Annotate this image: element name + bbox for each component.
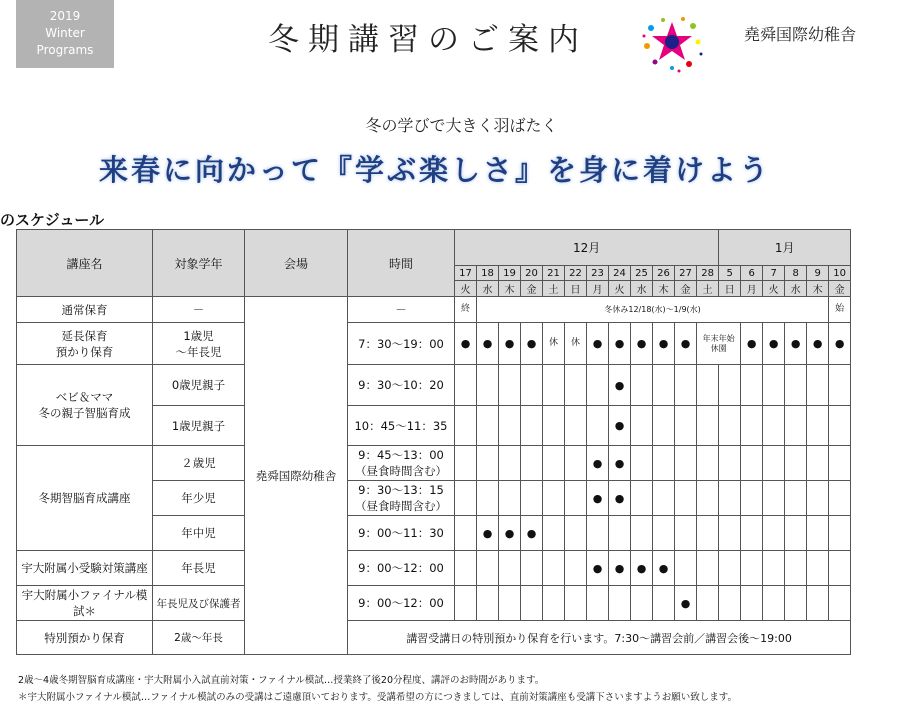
dot-cell: ● — [675, 586, 697, 621]
header-grade: 対象学年 — [153, 230, 245, 297]
weekday-cell: 土 — [543, 281, 565, 297]
empty-cell — [499, 446, 521, 481]
empty-cell — [543, 586, 565, 621]
empty-cell — [763, 365, 785, 406]
empty-cell — [719, 365, 741, 406]
date-cell: 22 — [565, 266, 587, 281]
headline: 来春に向かって『学ぶ楽しさ』を身に着けよう — [98, 153, 771, 187]
empty-cell — [587, 406, 609, 446]
empty-cell — [521, 365, 543, 406]
table-row — [17, 323, 851, 365]
empty-cell — [719, 406, 741, 446]
empty-cell — [499, 481, 521, 516]
empty-cell — [455, 481, 477, 516]
weekday-cell: 水 — [477, 281, 499, 297]
date-cell: 6 — [741, 266, 763, 281]
dot-cell: ● — [763, 323, 785, 365]
table-row — [17, 365, 851, 406]
dot-cell: ● — [631, 323, 653, 365]
closed-line: 休園 — [710, 343, 727, 353]
time-line: 9：45～13：00 — [358, 448, 444, 462]
time-baby-b: 10：45～11：35 — [348, 406, 455, 446]
time-exam: 9：00～12：00 — [348, 551, 455, 586]
term-start-cell: 始 — [829, 297, 851, 323]
empty-cell — [565, 586, 587, 621]
dot-cell: ● — [587, 481, 609, 516]
empty-cell — [785, 586, 807, 621]
section-title: のスケジュール — [0, 211, 105, 229]
course-final: 宇大附属小ファイナル模試＊ — [17, 586, 153, 621]
empty-cell — [675, 551, 697, 586]
empty-cell — [807, 406, 829, 446]
weekday-cell: 金 — [521, 281, 543, 297]
course-special: 特別預かり保育 — [17, 621, 153, 655]
empty-cell — [477, 481, 499, 516]
course-extended — [17, 323, 153, 365]
holiday-cell: 休 — [565, 323, 587, 365]
course-line: 延長保育 — [61, 328, 108, 343]
time-winter-a — [348, 446, 455, 481]
weekday-cell: 火 — [609, 281, 631, 297]
course-winter: 冬期智脳育成講座 — [17, 446, 153, 551]
empty-cell — [807, 551, 829, 586]
month-january: 1月 — [719, 230, 851, 266]
table-row — [17, 586, 851, 621]
empty-cell — [653, 365, 675, 406]
empty-cell — [675, 481, 697, 516]
empty-cell — [697, 406, 719, 446]
page-title: 冬期講習のご案内 — [268, 22, 588, 58]
empty-cell — [477, 446, 499, 481]
date-cell: 8 — [785, 266, 807, 281]
winter-break-cell: 冬休み12/18(水)～1/9(水) — [477, 297, 829, 323]
grade-regular: － — [153, 297, 245, 323]
date-cell: 25 — [631, 266, 653, 281]
grade-extended — [153, 323, 245, 365]
term-end-cell: 終 — [455, 297, 477, 323]
empty-cell — [565, 551, 587, 586]
empty-cell — [653, 586, 675, 621]
dot-cell: ● — [609, 481, 631, 516]
course-exam: 宇大附属小受験対策講座 — [17, 551, 153, 586]
weekday-cell: 金 — [675, 281, 697, 297]
empty-cell — [521, 481, 543, 516]
table-row — [17, 621, 851, 655]
empty-cell — [631, 481, 653, 516]
empty-cell — [565, 446, 587, 481]
course-baby — [17, 365, 153, 446]
empty-cell — [719, 446, 741, 481]
date-cell: 23 — [587, 266, 609, 281]
dot-cell: ● — [477, 323, 499, 365]
schedule-table — [16, 229, 851, 655]
empty-cell — [807, 586, 829, 621]
weekday-cell: 木 — [653, 281, 675, 297]
empty-cell — [741, 586, 763, 621]
empty-cell — [763, 516, 785, 551]
empty-cell — [807, 516, 829, 551]
empty-cell — [719, 516, 741, 551]
year-badge — [16, 0, 114, 68]
grade-winter-c: 年中児 — [153, 516, 245, 551]
badge-line: 2019 — [49, 9, 81, 23]
empty-cell — [631, 406, 653, 446]
empty-cell — [543, 406, 565, 446]
grade-special: 2歳～年長 — [153, 621, 245, 655]
time-regular: － — [348, 297, 455, 323]
course-line: ベビ＆ママ — [55, 390, 114, 404]
empty-cell — [565, 481, 587, 516]
empty-cell — [741, 516, 763, 551]
dot-cell: ● — [499, 516, 521, 551]
weekday-cell: 月 — [741, 281, 763, 297]
badge-line: Programs — [36, 43, 94, 57]
empty-cell — [741, 551, 763, 586]
empty-cell — [543, 365, 565, 406]
empty-cell — [785, 551, 807, 586]
date-cell: 9 — [807, 266, 829, 281]
time-baby-a: 9：30～10：20 — [348, 365, 455, 406]
empty-cell — [829, 365, 851, 406]
empty-cell — [587, 516, 609, 551]
empty-cell — [543, 516, 565, 551]
dot-cell: ● — [653, 323, 675, 365]
dot-cell: ● — [741, 323, 763, 365]
empty-cell — [829, 406, 851, 446]
empty-cell — [653, 481, 675, 516]
empty-cell — [565, 406, 587, 446]
empty-cell — [829, 551, 851, 586]
empty-cell — [587, 586, 609, 621]
grade-winter-a: ２歳児 — [153, 446, 245, 481]
grade-winter-b: 年少児 — [153, 481, 245, 516]
empty-cell — [477, 586, 499, 621]
course-line: 冬の親子智脳育成 — [38, 406, 131, 420]
empty-cell — [609, 586, 631, 621]
empty-cell — [455, 516, 477, 551]
empty-cell — [521, 551, 543, 586]
time-line: 9：30～13：15 — [358, 483, 444, 497]
empty-cell — [653, 516, 675, 551]
empty-cell — [455, 365, 477, 406]
dot-cell: ● — [653, 551, 675, 586]
empty-cell — [785, 406, 807, 446]
empty-cell — [697, 481, 719, 516]
weekday-cell: 日 — [565, 281, 587, 297]
dot-cell: ● — [609, 365, 631, 406]
empty-cell — [565, 365, 587, 406]
date-cell: 18 — [477, 266, 499, 281]
empty-cell — [543, 481, 565, 516]
date-cell: 28 — [697, 266, 719, 281]
empty-cell — [763, 586, 785, 621]
badge-line: Winter — [45, 26, 85, 40]
dot-cell: ● — [675, 323, 697, 365]
empty-cell — [763, 446, 785, 481]
empty-cell — [719, 551, 741, 586]
empty-cell — [631, 365, 653, 406]
empty-cell — [455, 551, 477, 586]
empty-cell — [829, 516, 851, 551]
empty-cell — [631, 446, 653, 481]
empty-cell — [653, 446, 675, 481]
empty-cell — [785, 481, 807, 516]
empty-cell — [741, 446, 763, 481]
weekday-cell: 金 — [829, 281, 851, 297]
dot-cell: ● — [477, 516, 499, 551]
empty-cell — [697, 365, 719, 406]
time-line: （昼食時間含む） — [355, 499, 447, 513]
empty-cell — [631, 516, 653, 551]
dot-cell: ● — [587, 551, 609, 586]
empty-cell — [697, 516, 719, 551]
empty-cell — [807, 446, 829, 481]
date-cell: 24 — [609, 266, 631, 281]
time-final: 9：00～12：00 — [348, 586, 455, 621]
dot-cell: ● — [609, 406, 631, 446]
empty-cell — [521, 446, 543, 481]
empty-cell — [829, 586, 851, 621]
empty-cell — [675, 406, 697, 446]
subtitle: 冬の学びで大きく羽ばたく — [365, 116, 558, 135]
dot-cell: ● — [521, 516, 543, 551]
weekday-cell: 火 — [455, 281, 477, 297]
course-line: 預かり保育 — [55, 344, 114, 359]
empty-cell — [741, 365, 763, 406]
empty-cell — [609, 516, 631, 551]
weekday-cell: 月 — [587, 281, 609, 297]
empty-cell — [763, 481, 785, 516]
empty-cell — [499, 406, 521, 446]
dot-cell: ● — [785, 323, 807, 365]
empty-cell — [829, 446, 851, 481]
table-row — [17, 551, 851, 586]
weekday-cell: 火 — [763, 281, 785, 297]
date-cell: 5 — [719, 266, 741, 281]
empty-cell — [763, 551, 785, 586]
header-venue: 会場 — [245, 230, 348, 297]
footnotes — [18, 672, 737, 706]
dot-cell: ● — [587, 323, 609, 365]
empty-cell — [697, 446, 719, 481]
month-december: 12月 — [455, 230, 719, 266]
empty-cell — [455, 446, 477, 481]
date-cell: 7 — [763, 266, 785, 281]
dot-cell: ● — [455, 323, 477, 365]
weekday-cell: 木 — [499, 281, 521, 297]
course-regular: 通常保育 — [17, 297, 153, 323]
empty-cell — [477, 406, 499, 446]
dot-cell: ● — [499, 323, 521, 365]
grade-line: 1歳児 — [183, 328, 214, 343]
grade-baby-a: 0歳児親子 — [153, 365, 245, 406]
weekday-cell: 日 — [719, 281, 741, 297]
star-burst-logo-icon — [641, 14, 703, 74]
date-cell: 21 — [543, 266, 565, 281]
date-cell: 27 — [675, 266, 697, 281]
grade-line: ～年長児 — [175, 344, 222, 359]
empty-cell — [785, 446, 807, 481]
empty-cell — [807, 481, 829, 516]
empty-cell — [565, 516, 587, 551]
weekday-cell: 土 — [697, 281, 719, 297]
dot-cell: ● — [609, 323, 631, 365]
empty-cell — [499, 365, 521, 406]
empty-cell — [543, 446, 565, 481]
date-cell: 10 — [829, 266, 851, 281]
empty-cell — [477, 365, 499, 406]
empty-cell — [741, 406, 763, 446]
footnote: 2歳～4歳冬期智脳育成講座・宇大附属小入試直前対策・ファイナル模試…授業終了後20分程度、講評のお時間があります。 — [18, 675, 545, 686]
weekday-cell: 水 — [785, 281, 807, 297]
empty-cell — [631, 586, 653, 621]
empty-cell — [675, 365, 697, 406]
closed-cell — [697, 323, 741, 365]
empty-cell — [785, 365, 807, 406]
time-winter-c: 9：00～11：30 — [348, 516, 455, 551]
dot-cell: ● — [807, 323, 829, 365]
empty-cell — [587, 365, 609, 406]
dot-cell: ● — [609, 446, 631, 481]
empty-cell — [455, 586, 477, 621]
empty-cell — [455, 406, 477, 446]
grade-baby-b: 1歳児親子 — [153, 406, 245, 446]
footnote: ＊宇大附属小ファイナル模試…ファイナル模試のみの受講はご遠慮頂いております。受講希望の方につきましては、直前対策講座も受講下さいますようお願い致します。 — [18, 692, 737, 703]
header-time: 時間 — [348, 230, 455, 297]
empty-cell — [697, 551, 719, 586]
empty-cell — [807, 365, 829, 406]
dot-cell: ● — [631, 551, 653, 586]
dot-cell: ● — [609, 551, 631, 586]
date-cell: 19 — [499, 266, 521, 281]
empty-cell — [719, 586, 741, 621]
empty-cell — [499, 551, 521, 586]
empty-cell — [763, 406, 785, 446]
school-name: 堯舜国際幼稚舎 — [744, 25, 857, 44]
empty-cell — [719, 481, 741, 516]
date-cell: 26 — [653, 266, 675, 281]
empty-cell — [477, 551, 499, 586]
special-note: 講習受講日の特別預かり保育を行います。7:30～講習会前／講習会後～19:00 — [348, 621, 851, 655]
time-winter-b — [348, 481, 455, 516]
grade-final: 年長児及び保護者 — [153, 586, 245, 621]
holiday-cell: 休 — [543, 323, 565, 365]
date-cell: 20 — [521, 266, 543, 281]
venue-cell: 堯舜国際幼稚舎 — [245, 297, 348, 655]
weekday-cell: 木 — [807, 281, 829, 297]
empty-cell — [653, 406, 675, 446]
empty-cell — [741, 481, 763, 516]
empty-cell — [675, 516, 697, 551]
time-extended: 7：30～19：00 — [348, 323, 455, 365]
empty-cell — [543, 551, 565, 586]
empty-cell — [829, 481, 851, 516]
weekday-cell: 水 — [631, 281, 653, 297]
dot-cell: ● — [829, 323, 851, 365]
header-course: 講座名 — [17, 230, 153, 297]
closed-line: 年末年始 — [702, 333, 735, 343]
dot-cell: ● — [521, 323, 543, 365]
grade-exam: 年長児 — [153, 551, 245, 586]
empty-cell — [521, 406, 543, 446]
date-cell: 17 — [455, 266, 477, 281]
empty-cell — [785, 516, 807, 551]
empty-cell — [697, 586, 719, 621]
dot-cell: ● — [587, 446, 609, 481]
empty-cell — [521, 586, 543, 621]
time-line: （昼食時間含む） — [355, 464, 447, 478]
empty-cell — [499, 586, 521, 621]
empty-cell — [675, 446, 697, 481]
table-row — [17, 446, 851, 481]
